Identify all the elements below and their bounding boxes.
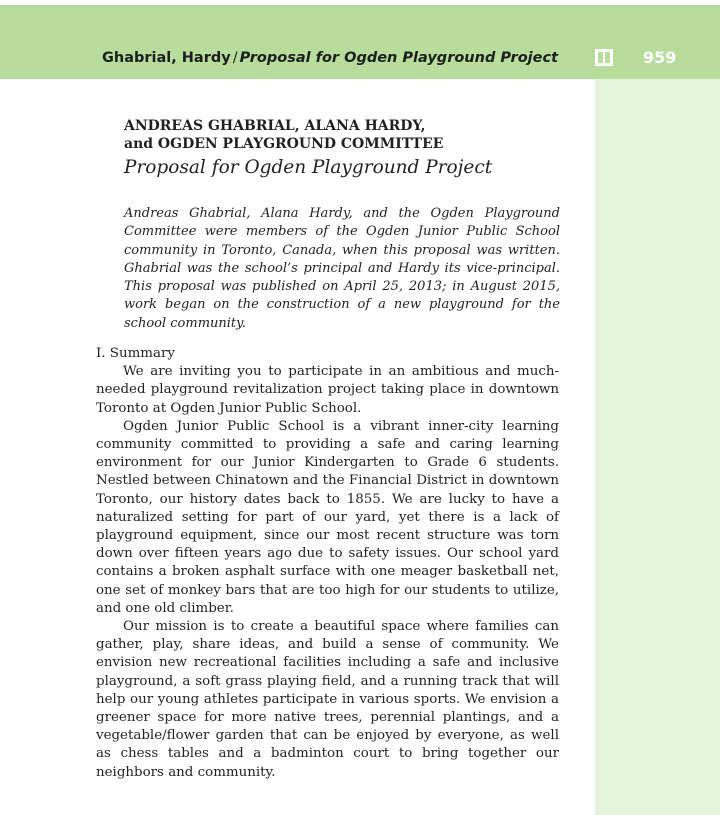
- running-header-authors: Ghabrial, Hardy: [101, 50, 231, 66]
- essay-body: [96, 345, 559, 782]
- running-header-band: [0, 5, 720, 79]
- body-paragraph: We are inviting you to participate in an ambitious and much-needed playground revitalization project taking place in downtown Toronto at Ogden Junior Public School.: [96, 364, 559, 416]
- margin-color-band: [595, 79, 720, 815]
- author-intro-note: Andreas Ghabrial, Alana Hardy, and the Ogden Playground Committee were members of the Ogden Junior Public School community in Toronto, Canada, when this proposal was written. Ghabrial was the school’s principal and Hardy its vice-principal. This proposal was published on April 25, 2013; in August 2015, work began on the construction of a new playground for the school community.: [124, 206, 560, 331]
- essay-title: Proposal for Ogden Playground Project: [124, 157, 493, 178]
- author-line-2: and OGDEN PLAYGROUND COMMITTEE: [124, 136, 444, 152]
- body-paragraph: Our mission is to create a beautiful space where families can gather, play, share ideas, and build a sense of community. We envision new recreational facilities including a safe and inclusive playground, a soft grass playing field, and a running track that will help our young athletes participate in various sports. We envision a greener space for more native trees, perennial plantings, and a vegetable/flower garden that can be enjoyed by everyone, as well as chess tables and a badminton court to bring together our neighbors and community.: [96, 619, 559, 780]
- body-paragraph: Ogden Junior Public School is a vibrant inner-city learning community committed to providing a safe and caring learning environment for our Junior Kindergarten to Grade 6 students. Nestled between Chinatown and the Financial District in downtown Toronto, our history dates back to 1855. We are lucky to have a naturalized setting for part of our yard, yet there is a lack of playground equipment, since our most recent structure was torn down over fifteen years ago due to safety issues. Our school yard contains a broken asphalt surface with one meager basketball net, one set of monkey bars that are too high for our students to utilize, and one old climber.: [96, 418, 559, 616]
- running-header: [102, 50, 558, 66]
- page-number: 959: [643, 48, 677, 67]
- author-line-1: ANDREAS GHABRIAL, ALANA HARDY,: [124, 118, 426, 134]
- book-icon: [595, 49, 613, 66]
- running-header-separator: /: [232, 50, 238, 66]
- running-header-title: Proposal for Ogden Playground Project: [239, 50, 558, 66]
- author-byline: [124, 117, 564, 153]
- section-heading: I. Summary: [96, 346, 175, 361]
